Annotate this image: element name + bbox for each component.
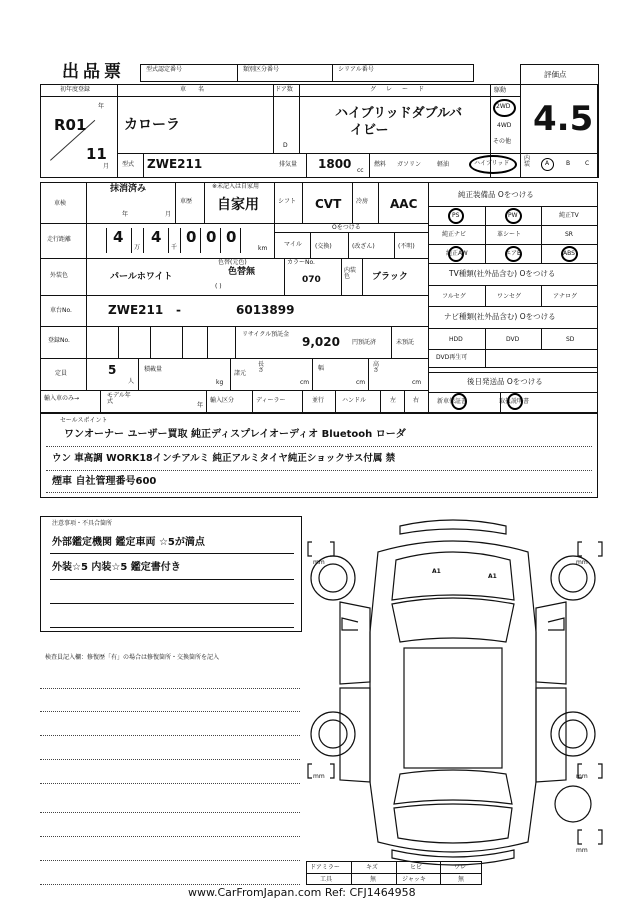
serial-label: シリアル番号 — [338, 66, 374, 73]
grade-line-1: ハイブリッドダブルバ — [335, 106, 463, 121]
nav-type-title: ナビ種類(社外品含む) Oをつける — [444, 312, 556, 321]
aftermarket-title: 後日発送品 Oをつける — [467, 377, 543, 386]
equip-aw: 純正AW — [446, 250, 468, 257]
nav-sd: SD — [566, 336, 575, 343]
equip-leather: 革シート — [497, 231, 522, 238]
dims-label: 諸元 — [234, 370, 247, 377]
type-label: 型式 — [122, 161, 135, 168]
int-color-value: ブラック — [372, 272, 408, 282]
doors-label: ドア数 — [275, 86, 293, 93]
shift-value: CVT — [315, 197, 342, 211]
factory-equipment-title: 純正装備品 Oをつける — [458, 190, 534, 199]
color-orig-value: 色替無 — [228, 267, 256, 277]
inspection-year-unit: 年 — [122, 211, 129, 218]
history-note: ※未記入は自家用 — [212, 183, 260, 190]
drive-label: 駆動 — [494, 87, 507, 94]
mileage-sen-unit: 千 — [171, 244, 178, 251]
year-unit: 年 — [98, 103, 105, 110]
mileage-digit-4: 0 — [206, 228, 217, 246]
equip-navi: 純正ナビ — [442, 231, 467, 238]
drive-4wd: 4WD — [497, 122, 512, 129]
capacity-value: 5 — [108, 363, 117, 377]
equip-sr: SR — [565, 231, 573, 238]
legend-crack: ヒビ — [410, 864, 423, 871]
mileage-km-unit: km — [258, 245, 268, 252]
displacement: 1800 — [318, 157, 352, 171]
import-class-label: 輸入区分 — [210, 397, 235, 404]
sales-points-label: セールスポイント — [60, 417, 108, 424]
ext-color-label: 外装色 — [50, 272, 69, 279]
chassis-number: 6013899 — [236, 303, 295, 317]
first-reg-year: R01 — [54, 116, 87, 134]
length-cm: cm — [300, 379, 310, 386]
owner-manual: 取扱説明書 — [499, 398, 530, 405]
inspection-month-unit: 月 — [165, 211, 172, 218]
handle-label: ハンドル — [342, 397, 367, 404]
notes-line-1: 外部鑑定機関 鑑定車両 ☆5が満点 — [52, 537, 205, 548]
interior-b: B — [566, 160, 571, 167]
recycle-label: リサイクル預託金 — [242, 331, 290, 338]
capacity-label: 定員 — [55, 370, 68, 377]
mm-rear-left: mm — [313, 773, 325, 780]
displacement-label: 排気量 — [279, 161, 298, 168]
mile-label: マイル — [284, 241, 302, 248]
equip-pw: PW — [508, 212, 518, 219]
footer-reference[interactable]: www.CarFromJapan.com Ref: CFJ1464958 — [188, 886, 416, 899]
tamper-label: (改ざん) — [352, 243, 375, 250]
evaluation-score: 4.5 — [533, 99, 594, 139]
color-no-label: カラーNo. — [287, 259, 315, 266]
interior-c: C — [585, 160, 590, 167]
first-reg-month: 11 — [86, 145, 107, 163]
interior-label: 内装 — [524, 155, 531, 168]
sales-point-line-1: ワンオーナー ユーザー買取 純正ディスプレイオーディオ Bluetooh ローダ — [64, 429, 406, 440]
tv-fullseg: フルセグ — [442, 293, 466, 300]
swap-label: (交換) — [315, 243, 332, 250]
door-d: D — [283, 142, 288, 149]
dvd-playback: DVD再生可 — [436, 354, 468, 361]
legend-jack-none: 無 — [458, 876, 465, 883]
legend-jack: ジャッキ — [402, 876, 426, 883]
inspection-value: 抹消済み — [110, 184, 147, 194]
load-kg-unit: kg — [216, 379, 224, 386]
legend-door-mirror: ドアミラー — [310, 864, 340, 871]
inspection-label: 車検 — [54, 200, 67, 207]
drive-2wd: 2WD — [496, 103, 511, 110]
model-cert-label: 型式認定番号 — [146, 66, 183, 73]
mm-rear-right: mm — [576, 773, 588, 780]
fuel-hybrid: ハイブリッド — [474, 160, 510, 167]
notes-box — [40, 516, 302, 632]
recycle-value: 9,020 — [302, 335, 340, 349]
mm-front-left: mm — [313, 559, 325, 566]
sales-point-line-3: 煙車 自社管理番号600 — [52, 476, 157, 487]
history-value: 自家用 — [217, 197, 259, 213]
mm-spare: mm — [576, 847, 588, 854]
model-year-unit: 年 — [197, 402, 204, 409]
equip-tv: 純正TV — [559, 212, 579, 219]
import-label: 輸入車のみ→ — [44, 395, 80, 402]
model-type: ZWE211 — [147, 157, 203, 171]
chassis-label: 車台No. — [50, 307, 72, 314]
equip-abs: ABS — [563, 250, 575, 257]
car-name-label: 車名 — [180, 86, 217, 93]
chassis-model: ZWE211 — [108, 303, 164, 317]
model-year-label: モデル年式 — [107, 392, 131, 405]
legend-tools-none: 無 — [370, 876, 377, 883]
equip-airbag: エアB — [505, 250, 522, 257]
reg-no-label: 登録No. — [48, 337, 70, 344]
sales-point-line-2: ウン 車高調 WORK18インチアルミ 純正アルミタイヤ純正ショックサス付属 禁 — [52, 453, 396, 464]
drive-other: その他 — [493, 138, 512, 145]
tv-type-title: TV種類(社外品含む) Oをつける — [449, 269, 556, 278]
color-orig-label: 色替(元色) — [218, 259, 247, 266]
mileage-label: 走行距離 — [47, 236, 72, 243]
color-orig-paren: ( ) — [215, 283, 222, 290]
notes-label: 注意事項・不具合箇所 — [52, 520, 113, 527]
score-label: 評価点 — [544, 70, 567, 79]
width-label: 幅 — [318, 365, 325, 372]
chassis-dash: - — [176, 303, 181, 317]
cc-unit: cc — [357, 167, 364, 174]
nav-dvd: DVD — [506, 336, 520, 343]
mileage-man-unit: 万 — [134, 244, 141, 251]
form-title: 出品票 — [62, 62, 125, 82]
dealer-label: ディーラー — [256, 397, 286, 404]
mm-front-right: mm — [576, 559, 588, 566]
ac-value: AAC — [390, 197, 418, 211]
unknown-label: (不明) — [398, 243, 415, 250]
car-name: カローラ — [124, 117, 180, 133]
category-label: 類別区分番号 — [243, 66, 280, 73]
handle-right: 右 — [413, 397, 420, 404]
tv-oneseg: ワンセグ — [497, 293, 522, 300]
mileage-digit-1: 4 — [113, 228, 124, 246]
capacity-unit: 人 — [128, 378, 135, 385]
mileage-digit-3: 0 — [186, 228, 197, 246]
grade-label: グレード — [370, 86, 435, 93]
legend-tools: 工具 — [320, 876, 333, 883]
fuel-label: 燃料 — [374, 161, 387, 168]
mileage-digit-5: 0 — [226, 228, 237, 246]
tv-analog: アナログ — [553, 293, 578, 300]
grade-line-2: イビー — [350, 123, 389, 138]
car-damage-diagram — [300, 512, 606, 882]
ext-color-value: パールホワイト — [110, 272, 173, 282]
handle-left: 左 — [390, 397, 397, 404]
equip-ps: PS — [452, 212, 460, 219]
fuel-diesel: 軽油 — [437, 161, 450, 168]
month-unit: 月 — [103, 163, 110, 170]
height-label: 高さ — [373, 361, 380, 374]
notes-line-2: 外装☆5 内装☆5 鑑定書付き — [52, 562, 181, 573]
color-no-value: 070 — [302, 275, 321, 285]
inspector-label: 検査員記入欄：修復歴「有」の場合は修復箇所・交換箇所を記入 — [45, 654, 220, 661]
width-cm: cm — [356, 379, 366, 386]
int-color-label: 内装色 — [344, 267, 357, 280]
height-cm: cm — [412, 379, 422, 386]
shift-label: シフト — [278, 198, 297, 205]
damage-mark-a1-left: A1 — [432, 568, 441, 575]
load-label: 積載量 — [144, 366, 163, 373]
parallel-label: 並行 — [312, 397, 325, 404]
legend-breakage: ワレ — [454, 864, 467, 871]
length-label: 長さ — [258, 361, 265, 374]
nav-hdd: HDD — [449, 336, 463, 343]
new-car-warranty: 新車保証書 — [437, 398, 468, 405]
ac-label: 冷房 — [356, 198, 369, 205]
history-label: 車歴 — [180, 198, 193, 205]
first-reg-label: 初年度登録 — [60, 86, 91, 93]
legend-scratch: キズ — [366, 864, 378, 871]
unpaid-label: 未預託 — [396, 339, 415, 346]
mileage-digit-2: 4 — [151, 228, 162, 246]
maru-label: Oをつける — [332, 224, 361, 231]
damage-mark-a1-right: A1 — [488, 573, 497, 580]
yen-label: 円預託済 — [352, 339, 377, 346]
fuel-gasoline: ガソリン — [397, 161, 422, 168]
interior-a: A — [545, 160, 550, 167]
header-boxes — [140, 64, 474, 82]
